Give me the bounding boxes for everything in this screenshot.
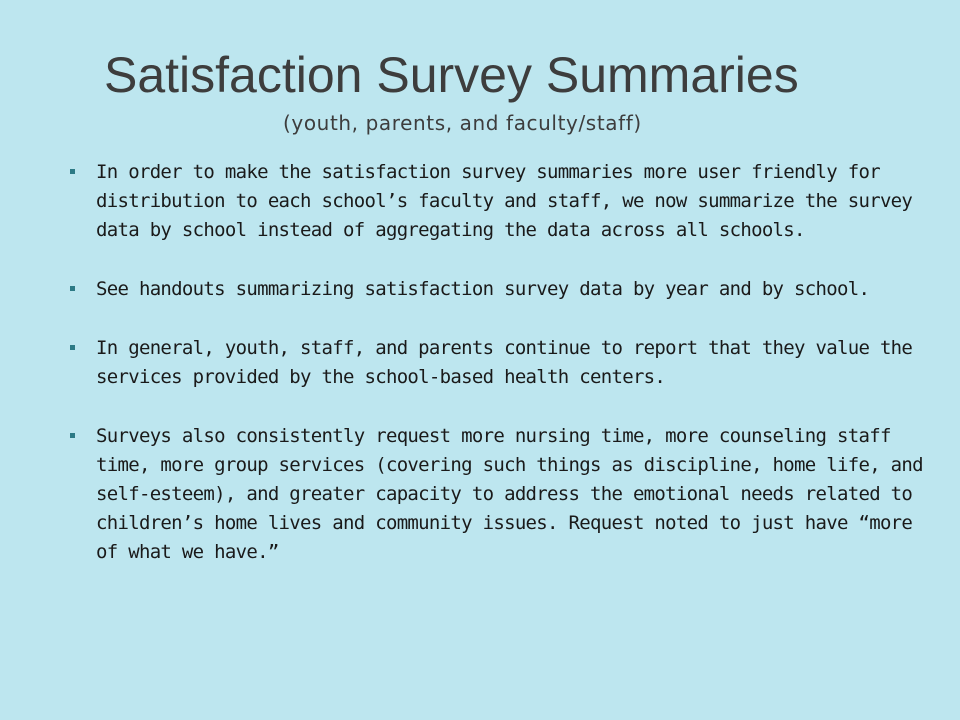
square-bullet-icon <box>70 169 75 174</box>
bullet-item <box>70 422 930 567</box>
slide-title: Satisfaction Survey Summaries <box>104 47 799 103</box>
square-bullet-icon <box>70 433 75 438</box>
bullet-text: See handouts summarizing satisfaction survey data by year and by school. <box>96 278 870 300</box>
bullet-list <box>70 158 930 597</box>
square-bullet-icon <box>70 286 75 291</box>
slide-subtitle: (youth, parents, and faculty/staff) <box>283 111 642 135</box>
bullet-item <box>70 275 930 304</box>
bullet-item <box>70 334 930 392</box>
bullet-item <box>70 158 930 245</box>
square-bullet-icon <box>70 345 75 350</box>
bullet-text: Surveys also consistently request more nursing time, more counseling staff time, more group services (covering such things as discipline, home life, and self-esteem), and greater capacity to address the emotional needs related to children’s home lives and community issues. Request noted to just have “more of what we have.” <box>96 425 923 563</box>
bullet-text: In general, youth, staff, and parents continue to report that they value the services provided by the school-based health centers. <box>96 337 913 388</box>
bullet-text: In order to make the satisfaction survey summaries more user friendly for distribution to each school’s faculty and staff, we now summarize the survey data by school instead of aggregating the data across all schools. <box>96 161 913 241</box>
